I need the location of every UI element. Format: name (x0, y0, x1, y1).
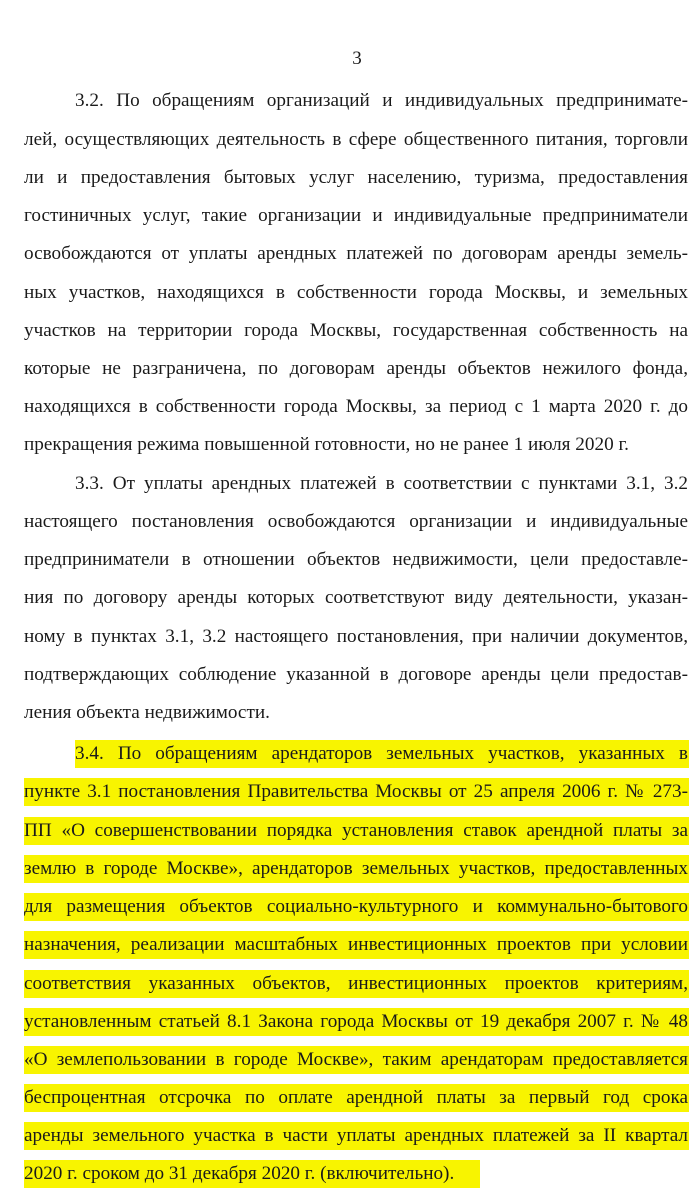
paragraph-3-2-line: находящихся в собственности города Москвы, за период с 1 марта 2020 г. до (24, 396, 688, 417)
paragraph-3-2-line: прекращения режима повышенной готовности, но не ранее 1 июля 2020 г. (24, 434, 629, 455)
paragraph-3-3-line: настоящего постановления освобождаются организации и индивидуальные (24, 511, 688, 532)
paragraph-3-2-line: лей, осуществляющих деятельность в сфере общественного питания, торговли (24, 129, 688, 150)
paragraph-3-3-line: ления объекта недвижимости. (24, 702, 270, 723)
paragraph-3-4-line: соответствия указанных объектов, инвестиционных проектов критериям, (24, 973, 688, 994)
paragraph-3-4-line: 2020 г. сроком до 31 декабря 2020 г. (включительно). (24, 1163, 455, 1184)
paragraph-3-4-line: ПП «О совершенствовании порядка установления ставок арендной платы за (24, 820, 688, 841)
paragraph-3-4-line: аренды земельного участка в части уплаты арендных платежей за II квартал (24, 1125, 688, 1146)
paragraph-3-4-line: 3.4. По обращениям арендаторов земельных участков, указанных в (75, 743, 688, 764)
paragraph-3-2-line: 3.2. По обращениям организаций и индивидуальных предпринимате- (75, 90, 688, 111)
paragraph-3-3-line: 3.3. От уплаты арендных платежей в соответствии с пунктами 3.1, 3.2 (75, 473, 688, 494)
paragraph-3-4-line: землю в городе Москве», арендаторов земельных участков, предоставленных (24, 858, 688, 879)
paragraph-3-4-line: для размещения объектов социально-культурного и коммунально-бытового (24, 896, 688, 917)
paragraph-3-4-line: установленным статьей 8.1 Закона города Москвы от 19 декабря 2007 г. № 48 (24, 1011, 688, 1032)
paragraph-3-3-line: предприниматели в отношении объектов недвижимости, цели предоставле- (24, 549, 688, 570)
paragraph-3-2-line: которые не разграничена, по договорам аренды объектов нежилого фонда, (24, 358, 688, 379)
paragraph-3-4-line: беспроцентная отсрочка по оплате арендной платы за первый год срока (24, 1087, 688, 1108)
page-number: 3 (352, 48, 362, 69)
paragraph-3-2-line: ли и предоставления бытовых услуг населению, туризма, предоставления (24, 167, 688, 188)
paragraph-3-3-line: подтверждающих соблюдение указанной в договоре аренды цели предостав- (24, 664, 688, 685)
paragraph-3-4-line: пункте 3.1 постановления Правительства Москвы от 25 апреля 2006 г. № 273- (24, 781, 688, 802)
paragraph-3-2-line: гостиничных услуг, такие организации и индивидуальные предприниматели (24, 205, 688, 226)
paragraph-3-4-line: «О землепользовании в городе Москве», таким арендаторам предоставляется (24, 1049, 688, 1070)
paragraph-3-2-line: ных участков, находящихся в собственности города Москвы, и земельных (24, 282, 688, 303)
paragraph-3-2-line: участков на территории города Москвы, государственная собственность на (24, 320, 688, 341)
paragraph-3-3-line: ния по договору аренды которых соответствуют виду деятельности, указан- (24, 587, 688, 608)
paragraph-3-3-line: ному в пунктах 3.1, 3.2 настоящего постановления, при наличии документов, (24, 626, 688, 647)
paragraph-3-2-line: освобождаются от уплаты арендных платежей по договорам аренды земель- (24, 243, 688, 264)
paragraph-3-4-line: назначения, реализации масштабных инвестиционных проектов при условии (24, 934, 688, 955)
